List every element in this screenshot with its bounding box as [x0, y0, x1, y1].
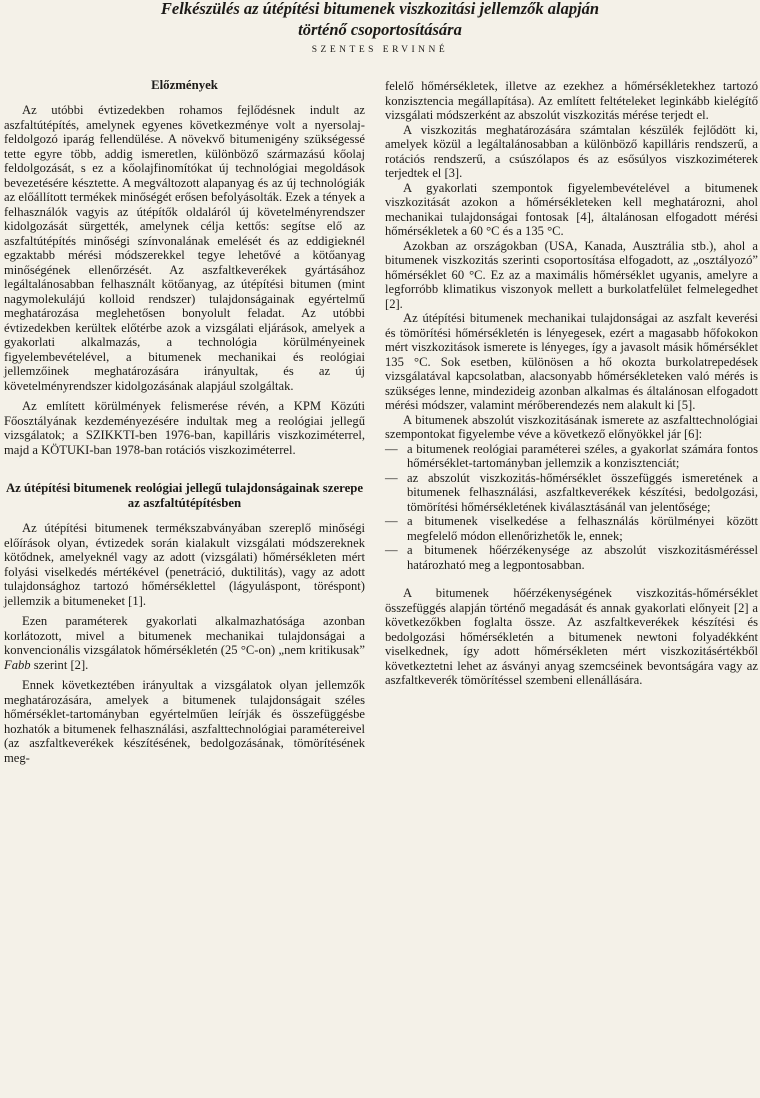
list-item: — a bitumenek hőérzékenysége az abszolút viszkozitásméréssel határozható meg a legpontosabban. — [385, 543, 758, 572]
title-line-2: történő csoportosítására — [298, 20, 462, 39]
paragraph: A bitumenek abszolút viszkozitásának ismerete az aszfalttechnológiai szempontokat figyelembe véve a következő előnyökkel jár [6]: — [385, 412, 758, 441]
paragraph: Az útépítési bitumenek termékszabványában szereplő minőségi előírások olyan, évtizedek során kialakult vizsgálati módszereknek kötődnek, amelyeknél vagy az adott (vizsgálati) hőmérsékleten mért folyási viselkedés mértékével (penetráció, duktilitás), vagy az adott tulajdonsághoz tartozó hőmérséklettel (lágyuláspont, töréspont) jellemzik a bitumeneket [1]. — [4, 521, 365, 608]
advantages-list — [385, 442, 758, 573]
paragraph: felelő hőmérsékletek, illetve az ezekhez a hőmérsékletekhez tartozó konzisztencia megállapítása). Az említett feltételeket leginkább kielégítő vizsgálati módszerként az abszolút viszkozitás mérése terjedt el. — [385, 79, 758, 122]
paragraph — [4, 614, 365, 672]
section-heading-elozmenyek: Előzmények — [151, 78, 218, 92]
paragraph: Azokban az országokban (USA, Kanada, Ausztrália stb.), ahol a bitumenek viszkozitás szerinti csoportosítása elfogadott, az „osztályozó” hőmérséklet 60 °C. Ez az a maximális hőmérséklet ugyanis, amelyre a legforróbb klimatikus viszonyok mellett a burkolatfelület felmelegedhet [2]. — [385, 238, 758, 311]
article-title — [20, 0, 740, 40]
author-name: SZENTES ERVINNÉ — [311, 45, 449, 55]
list-item: — a bitumenek reológiai paraméterei széles, a gyakorlat számára fontos hőmérséklet-tartományban jellemzik a konzisztenciát; — [385, 442, 758, 471]
paragraph: Az utóbbi évtizedekben rohamos fejlődésnek indult az aszfaltútépítés, amelynek egyenes következménye volt a nyersolaj-feldolgozó iparág fellendülése. A növekvő bitumenigény szükségessé tette egyre több, addig ismeretlen, különböző származású kőolaj feldolgozását, s ez a kőolajfinomítókat új technológiai megoldások bevezetésére késztette. A megváltozott alapanyag és az új technológiák az előállított termékek minőségét erősen befolyásolták. Ezek a tények a felhasználók vagyis az útépítők oldaláról új követelményrendszer kidolgozását sürgették, amelynek célja kettős: segítse elő az aszfaltútépítés minőségi színvonalának emelését és az eddigieknél egzaktabb mérési módszerekkel tegye lehetővé a kötőanyag minőségének ellenőrzését. Az aszfaltkeverékek gyártásához legáltalánosabban felhasznált kötőanyag, az útépítési bitumen (mint nagymolekulájú kolloid rendszer) tulajdonságainak egyértelmű meghatározása meglehetősen bonyolult feladat. Az utóbbi évtizedekben kerültek előtérbe azok a vizsgálati eljárások, amelyek a gyakorlati alkalmazás, a technológia körülményeinek figyelembevételével, a bitumenek mechanikai és reológiai jellemzőinek meghatározására irányultak, és az új követelményrendszer kidolgozásának alapjául szolgáltak. — [4, 103, 365, 393]
paragraph: Az útépítési bitumenek mechanikai tulajdonságai az aszfalt keverési és tömörítési hőmérsékletén is lényegesek, ezért a magasabb hőfokokon mért viszkozitások ismerete is lényeges, így a javasolt másik hőmérséklet 135 °C. Sok esetben, különösen a hő okozta burkolatrepedések vizsgálatával kapcsolatban, alacsonyabb hőmérsékleteken való mérés is szükséges lenne, mindezideig azonban alkalmas és általánosan elfogadott mérési módszer, valamint mérőberendezés nem alakult ki [5]. — [385, 311, 758, 412]
paragraph-text: szerint [2]. — [33, 657, 89, 672]
paragraph: A bitumenek hőérzékenységének viszkozitás-hőmérséklet összefüggés alapján történő megadását és annak gyakorlati előnyeit [2] a következőkben foglalta össze. Az aszfaltkeverékek készítési és bedolgozási hőmérsékletén a bitumenek newtoni folyadékként viselkednek, így adott hőmérsékleten mért viszkozitásértékből következtetni lehet az ásványi anyag szemcséinek bevontságára vagy az aszfaltkeverék tömörítéssel szembeni ellenállására. — [385, 586, 758, 687]
cited-author: Fabb — [4, 657, 31, 672]
list-item: — az abszolút viszkozitás-hőmérséklet összefüggés ismeretének a bitumenek felhasználási, aszfaltkeverékek készítési, bedolgozási, tömörítési hőmérsékletének kiválasztásánál van jelentősége; — [385, 471, 758, 515]
left-column — [4, 78, 365, 765]
paragraph: Ennek következtében irányultak a vizsgálatok olyan jellemzők meghatározására, amelyek a bitumenek tulajdonságait széles hőmérséklet-tartományban egyértelműen leírják és összefüggésbe hozhatók a bitumenek felhasználási, aszfalttechnológiai paramétereivel (az aszfaltkeverékek készítésének, bedolgozásának, tömörítésének meg- — [4, 678, 365, 765]
paragraph: A viszkozitás meghatározására számtalan készülék fejlődött ki, amelyek közül a legáltalánosabban a különböző kapilláris rendszerű, a rotációs rendszerű, a csúszólapos és az esősúlyos viszkoziméterek terjedtek el [3]. — [385, 122, 758, 180]
right-column — [385, 79, 758, 688]
list-item: — a bitumenek viselkedése a felhasználás körülményei között megfelelő módon ellenőrizhetők le, ennek; — [385, 514, 758, 543]
paragraph: Az említett körülmények felismerése révén, a KPM Közúti Főosztályának kezdeményezésére indultak meg a reológiai jellegű vizsgálatok; a SZIKKTI-ben 1976-ban, kapilláris viszkoziméterrel, majd a KÖTUKI-ban 1978-ban rotációs viszkoziméterrel. — [4, 399, 365, 457]
paragraph: A gyakorlati szempontok figyelembevételével a bitumenek viszkozitását azokon a hőmérsékleteken kell meghatározni, ahol mechanikai tulajdonságai fontosak [4], általánosan elfogadott mérési hőmérsékletek a 60 °C és a 135 °C. — [385, 180, 758, 238]
title-line-1: Felkészülés az útépítési bitumenek viszkozitási jellemzők alapján — [160, 0, 600, 18]
section-heading-reologiai-szerep: Az útépítési bitumenek reológiai jellegű tulajdonságainak szerepe az aszfaltútépítésben — [5, 481, 364, 510]
paragraph-text: Ezen paraméterek gyakorlati alkalmazhatósága azonban korlátozott, mivel a bitumenek mechanikai tulajdonságai a konvencionális vizsgálatok hőmérsékletén (25 °C-on) „nem kritikusak” — [4, 614, 365, 657]
